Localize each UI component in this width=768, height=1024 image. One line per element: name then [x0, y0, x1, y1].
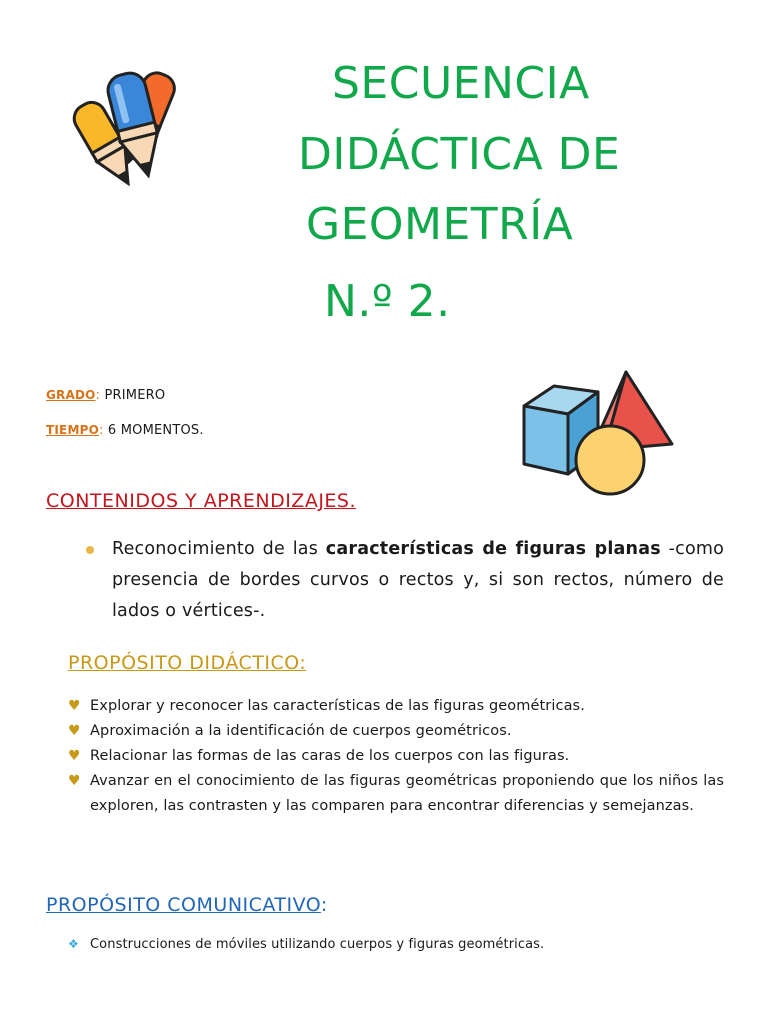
proposito-comunicativo-list: [68, 932, 724, 957]
title-line-1: SECUENCIA: [332, 58, 590, 109]
geometric-shapes-icon: [518, 368, 674, 498]
title-line-4: N.º 2.: [324, 276, 451, 327]
list-item: ♥ Aproximación a la identificación de cuerpos geométricos.: [68, 719, 724, 744]
title-line-2: DIDÁCTICA DE: [298, 129, 621, 180]
list-item: ❖ Construcciones de móviles utilizando cuerpos y figuras geométricas.: [68, 932, 724, 957]
list-item: ♥ Explorar y reconocer las características de las figuras geométricas.: [68, 694, 724, 719]
contenidos-text-bold: características de figuras planas: [325, 539, 661, 559]
contenidos-bullet: [86, 546, 94, 554]
heart-icon: ♥: [68, 748, 81, 764]
diamond-icon: ❖: [68, 937, 79, 951]
grado-row: GRADO: PRIMERO: [46, 388, 166, 403]
tiempo-label: TIEMPO: [46, 423, 99, 437]
contenidos-body: [88, 534, 724, 627]
tiempo-value: 6 MOMENTOS.: [107, 423, 204, 438]
crayons-icon: [60, 62, 200, 192]
grado-label: GRADO: [46, 388, 96, 402]
list-item: ♥ Relacionar las formas de las caras de los cuerpos con las figuras.: [68, 744, 724, 769]
heart-icon: ♥: [68, 698, 81, 714]
title-line-3: GEOMETRÍA: [306, 199, 574, 250]
list-item: ♥ Avanzar en el conocimiento de las figuras geométricas proponiendo que los niños las exploren, las contrasten y las comparen para encontrar diferencias y semejanzas.: [68, 769, 724, 819]
tiempo-row: TIEMPO: 6 MOMENTOS.: [46, 423, 204, 438]
crayons-illustration: [60, 62, 200, 192]
contenidos-heading: CONTENIDOS Y APRENDIZAJES.: [46, 490, 357, 512]
contenidos-text-before: Reconocimiento de las: [112, 539, 326, 559]
geometric-shapes-illustration: [518, 368, 674, 498]
heart-icon: ♥: [68, 773, 81, 789]
grado-value: PRIMERO: [104, 388, 166, 403]
heart-icon: ♥: [68, 723, 81, 739]
contenidos-text-after: -como presencia de bordes curvos o rectos y, si son rectos, número de lados o vértices-.: [112, 539, 724, 621]
proposito-didactico-list: [68, 694, 724, 819]
proposito-comunicativo-heading: PROPÓSITO COMUNICATIVO:: [46, 894, 328, 916]
proposito-didactico-heading: PROPÓSITO DIDÁCTICO:: [68, 652, 307, 674]
